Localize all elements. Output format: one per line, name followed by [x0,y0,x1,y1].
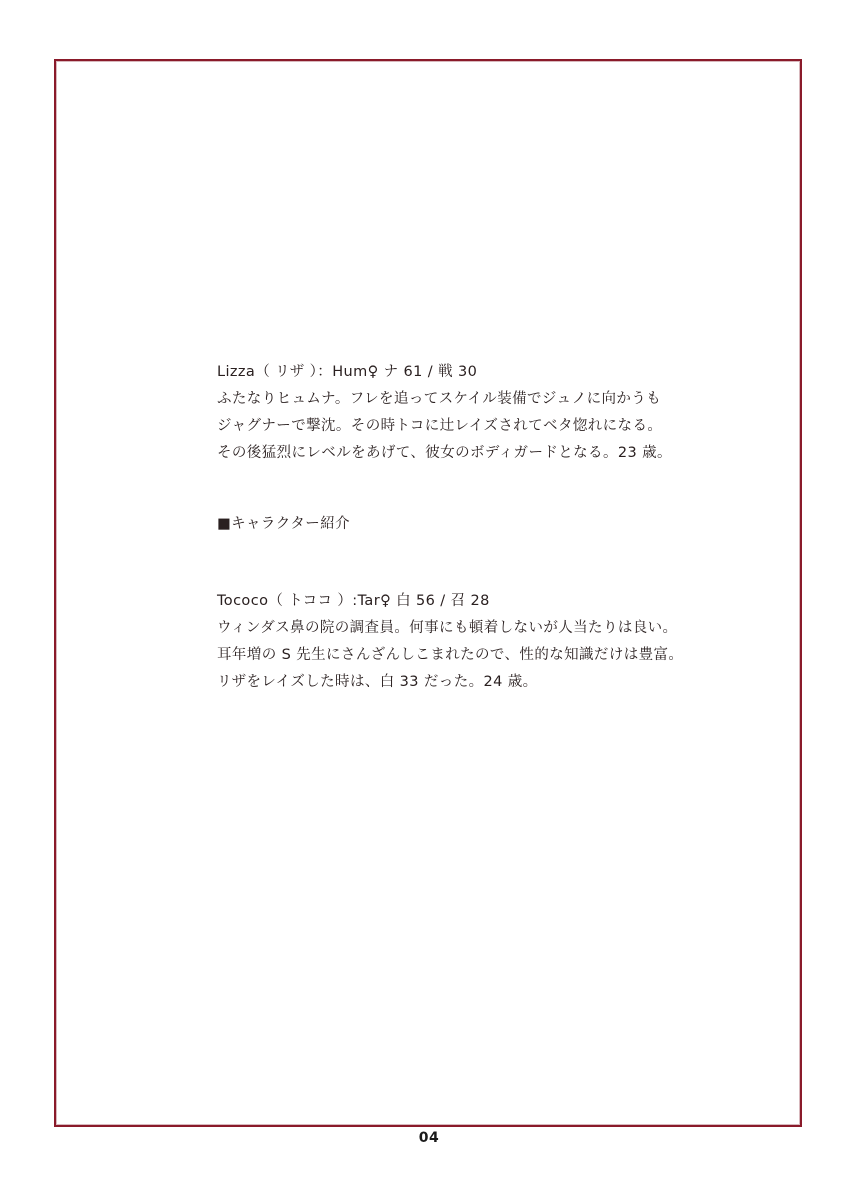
lizza-line-1: ふたなりヒュムナ。フレを追ってスケイル装備でジュノに向かうも [217,391,662,407]
lizza-line-2: ジャグナーで撃沈。その時トコに辻レイズされてベタ惚れになる。 [217,418,663,434]
tococo-profile [217,588,777,696]
tococo-line-2: 耳年増の S 先生にさんざんしこまれたので、性的な知識だけは豊富。 [217,647,684,663]
lizza-profile [217,359,777,467]
tococo-header: Tococo（ トココ ）:Tar♀ 白 56 / 召 28 [217,593,490,609]
character-intro-section [217,511,777,538]
lizza-line-3: その後猛烈にレベルをあげて、彼女のボディガードとなる。23 歳。 [217,445,672,461]
section-heading: ■キャラクター紹介 [217,516,351,532]
page-number: 04 [418,1130,440,1146]
tococo-line-1: ウィンダス鼻の院の調査員。何事にも頓着しないが人当たりは良い。 [217,620,678,636]
lizza-header: Lizza（ リザ ）：Hum♀ ナ 61 / 戦 30 [217,364,478,380]
tococo-line-3: リザをレイズした時は、白 33 だった。24 歳。 [217,674,538,690]
